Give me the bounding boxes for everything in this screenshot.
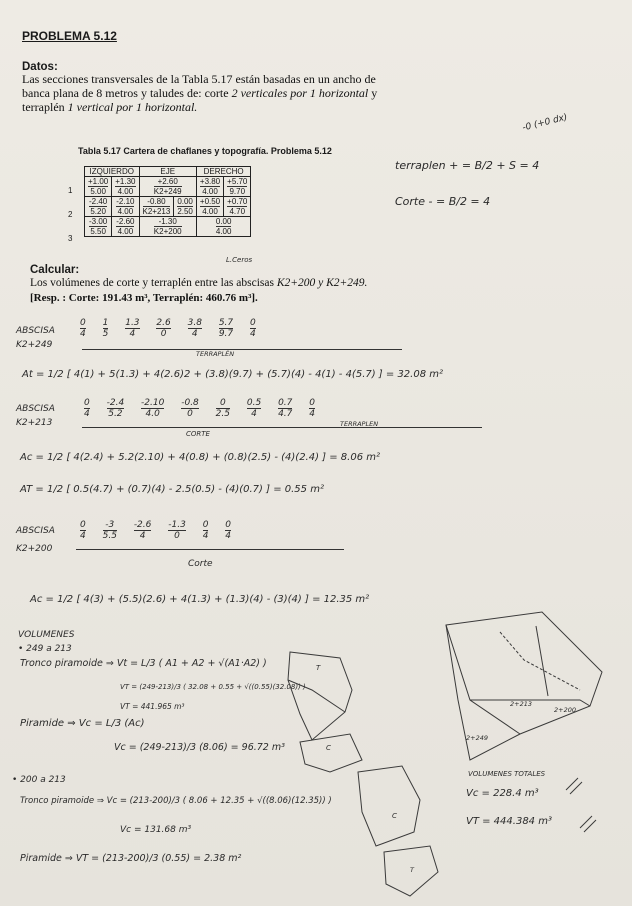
sketch-label-t2: T <box>410 866 414 874</box>
frac-num: 0.5 <box>246 398 262 408</box>
statement-corte: 2 verticales por 1 horizontal <box>231 86 369 100</box>
cell-num: -2.40 <box>89 197 108 206</box>
frac-num: -2.4 <box>106 398 125 408</box>
header-eje: EJE <box>139 167 196 177</box>
cell-den: 5.00 <box>90 187 106 196</box>
frac-num: -2.10 <box>141 398 165 408</box>
cell-den: K2+200 <box>153 227 182 236</box>
cell-den: 5.20 <box>90 207 106 216</box>
header-izquierdo: IZQUIERDO <box>85 167 140 177</box>
frac-num: -1.3 <box>168 520 186 530</box>
vc-result: Vc = (249-213)/3 (8.06) = 96.72 m³ <box>114 742 285 753</box>
frac-den: 2.5 <box>215 409 230 419</box>
vc2-result: Vc = 131.68 m³ <box>120 825 192 835</box>
frac-den: 5.5 <box>102 531 117 541</box>
frac-num: 1 <box>102 318 109 328</box>
sketch-station-249: 2+249 <box>466 734 488 742</box>
tronco-formula-1: Tronco piramoide ⇒ Vt = L/3 ( A1 + A2 + √(A1·A2) ) <box>20 658 267 669</box>
cell-num: +5.70 <box>227 177 248 186</box>
corte-pyramid-sketch <box>300 734 362 772</box>
cell-den: 5.50 <box>90 227 106 236</box>
frac-num: 0 <box>309 398 315 408</box>
sketch-station-200: 2+200 <box>554 706 576 714</box>
sketch-label-c2: C <box>392 812 397 820</box>
calcular-start: Los volúmenes de corte y terraplén entre las abscisas <box>30 277 277 289</box>
frac-den: 4 <box>251 409 257 419</box>
answer: [Resp. : Corte: 191.43 m³, Terraplén: 460.76 m³]. <box>30 292 258 304</box>
lower-corte-sketch <box>358 766 420 846</box>
side-note-top: -0 (+0 dx) <box>521 112 569 134</box>
range-249-213: • 249 a 213 <box>18 644 72 654</box>
range-200-213: • 200 a 213 <box>12 775 66 785</box>
frac-den: 4 <box>80 531 86 541</box>
cell-num: -2.60 <box>116 217 135 226</box>
frac-den: 0 <box>160 329 167 339</box>
sketch-label-t: T <box>316 664 321 672</box>
cell-num: -3.00 <box>89 217 108 226</box>
terrain-edge-1 <box>446 625 520 734</box>
abscisa3-tag: Corte <box>188 559 213 569</box>
frac-den: 4.7 <box>278 409 293 419</box>
cell-den: 4.70 <box>229 207 246 216</box>
frac-num: 0 <box>84 398 90 408</box>
frac-num: -3 <box>103 520 117 531</box>
frac-num: 2.6 <box>156 318 171 328</box>
cell-den: 4.00 <box>215 227 232 236</box>
frac-den: 0 <box>187 409 193 419</box>
cell-num: 0.00 <box>215 217 232 226</box>
abscisa2-tag-terraplen: TERRAPLEN <box>340 420 379 428</box>
row-label-2: 2 <box>68 210 73 219</box>
datos-label: Datos: <box>22 61 58 73</box>
vt-total: VT = 444.384 m³ <box>466 816 552 827</box>
abscisa3-label: ABSCISA <box>16 526 55 536</box>
frac-den: 4 <box>80 329 86 339</box>
frac-den: 0 <box>174 531 180 541</box>
cell-num: -1.30 <box>154 217 182 227</box>
frac-num: 1.3 <box>125 318 140 328</box>
abscisa2-tag-corte: CORTE <box>186 430 210 438</box>
abscisa2-label: ABSCISA <box>16 404 55 414</box>
frac-den: 4 <box>309 409 315 419</box>
cell-num: 0.00 <box>177 197 193 206</box>
abscisa2-area-terraplen: AT = 1/2 [ 0.5(4.7) + (0.7)(4) - 2.5(0.5) - (4)(0.7) ] = 0.55 m² <box>20 484 324 495</box>
frac-num: 3.8 <box>187 318 202 328</box>
cell-num: +2.60 <box>154 177 182 187</box>
frac-num: 5.7 <box>218 318 234 328</box>
statement-start: Las secciones transversales de la Tabla 5.17 están basadas en un ancho de banca plana de 8 metros y taludes de: corte <box>22 72 376 100</box>
vt-substitution: VT = (249-213)/3 ( 32.08 + 0.55 + √((0.55)(32.08)) ) <box>120 683 306 691</box>
frac-den: 4 <box>129 329 136 339</box>
tronco-formula-2: Tronco piramoide ⇒ Vc = (213-200)/3 ( 8.06 + 12.35 + √((8.06)(12.35)) ) <box>20 796 332 806</box>
frac-num: -0.8 <box>181 398 199 408</box>
abscisa3-area: Ac = 1/2 [ 4(3) + (5.5)(2.6) + 4(1.3) + (1.3)(4) - (3)(4) ] = 12.35 m² <box>30 594 370 605</box>
sketch-lines <box>288 612 602 896</box>
cell-den: 9.70 <box>229 187 246 196</box>
side-note-terraplen: terraplen + = B/2 + S = 4 <box>395 159 540 172</box>
cell-den: 4.00 <box>117 227 134 236</box>
abscisa1-station: K2+249 <box>16 340 53 350</box>
row-label-3: 3 <box>68 234 73 243</box>
frac-den: 4 <box>202 531 209 541</box>
statement-terraplen: 1 vertical por 1 horizontal. <box>67 100 198 114</box>
frac-den: 5.2 <box>108 409 123 419</box>
problem-title: PROBLEMA 5.12 <box>22 29 117 43</box>
side-note-corte: Corte - = B/2 = 4 <box>395 195 491 208</box>
cell-num: +0.50 <box>199 197 221 206</box>
vc-total: Vc = 228.4 m³ <box>466 788 539 799</box>
abscisa3-station: K2+200 <box>16 544 53 554</box>
frac-den: 4 <box>191 329 198 339</box>
row-label-1: 1 <box>68 186 73 195</box>
totales-label: VOLUMENES TOTALES <box>468 770 546 778</box>
frac-num: 0.7 <box>278 398 293 408</box>
sketch-station-213: 2+213 <box>510 700 532 708</box>
piramide-formula-2: Piramide ⇒ VT = (213-200)/3 (0.55) = 2.38 m² <box>20 853 242 864</box>
cell-num: +3.80 <box>199 177 221 186</box>
frac-num: 0 <box>225 520 232 530</box>
sketch-label-c: C <box>326 744 331 752</box>
table-note: L.Ceros <box>226 256 253 264</box>
cell-den: K2+249 <box>153 187 182 196</box>
cell-den: 4.00 <box>117 187 134 196</box>
cell-den: 2.50 <box>177 207 193 216</box>
frac-den: 5 <box>102 329 109 339</box>
frac-num: 0 <box>250 318 256 328</box>
statement-mid: y terraplén <box>22 86 378 114</box>
cell-den: 4.00 <box>117 207 134 216</box>
cell-num: +0.70 <box>227 197 248 206</box>
terraplen-prism-edge <box>288 680 345 712</box>
frac-den: 4 <box>139 531 146 541</box>
cell-den: K2+213 <box>142 207 171 216</box>
frac-num: -2.6 <box>133 520 152 530</box>
terrain-edge-3 <box>500 632 580 690</box>
abscisa1-label: ABSCISA <box>16 326 55 336</box>
calcular-abscisas: K2+200 y K2+249. <box>276 277 368 289</box>
cell-den: 4.00 <box>202 207 218 216</box>
calcular-label: Calcular: <box>30 264 80 276</box>
frac-num: 0 <box>202 520 209 530</box>
frac-den: 4 <box>84 409 90 419</box>
abscisa2-station: K2+213 <box>16 418 53 428</box>
cell-den: 4.00 <box>202 187 218 196</box>
frac-num: 0 <box>80 520 86 530</box>
volumenes-label: VOLUMENES <box>18 630 75 640</box>
cell-num: -0.80 <box>143 197 171 207</box>
frac-den: 4.0 <box>145 409 160 419</box>
frac-den: 9.7 <box>218 329 234 339</box>
frac-den: 4 <box>225 531 232 541</box>
abscisa1-tag: TERRAPLÉN <box>196 350 235 358</box>
table-caption: Tabla 5.17 Cartera de chaflanes y topografía. Problema 5.12 <box>78 146 332 156</box>
abscisa2-area-corte: Ac = 1/2 [ 4(2.4) + 5.2(2.10) + 4(0.8) + (0.8)(2.5) - (4)(2.4) ] = 8.06 m² <box>20 452 381 463</box>
terrain-edge-4 <box>536 626 548 696</box>
frac-den: 4 <box>250 329 256 339</box>
vt-result: VT = 441.965 m³ <box>120 702 185 711</box>
cell-num: -2.10 <box>116 197 135 206</box>
header-derecho: DERECHO <box>196 167 251 177</box>
abscisa1-area: At = 1/2 [ 4(1) + 5(1.3) + 4(2.6)2 + (3.8)(9.7) + (5.7)(4) - 4(1) - 4(5.7) ] = 32.08 m² <box>22 369 444 380</box>
cell-num: +1.00 <box>88 177 109 186</box>
cell-num: +1.30 <box>115 177 136 186</box>
frac-num: 0 <box>216 398 230 409</box>
piramide-formula-1: Piramide ⇒ Vc = L/3 (Ac) <box>20 718 145 729</box>
frac-num: 0 <box>80 318 86 328</box>
